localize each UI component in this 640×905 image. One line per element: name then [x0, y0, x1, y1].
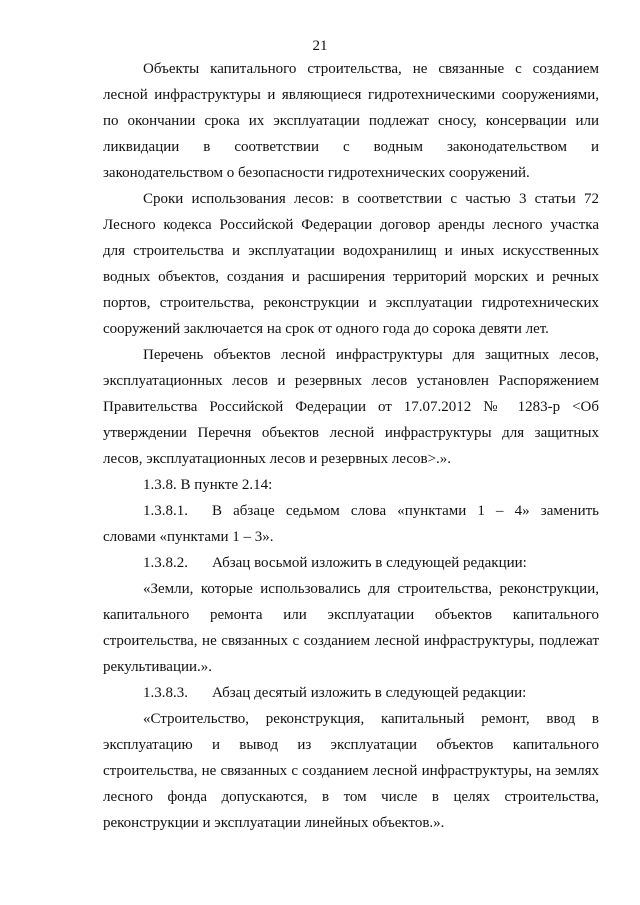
- text-line: законодательством о безопасности гидротехнических сооружений.: [103, 165, 530, 181]
- text-line: водных объектов, создания и расширения территорий морских и речных: [103, 269, 599, 285]
- item-text: В абзаце седьмом слова «пунктами 1 – 4» заменить: [212, 503, 599, 519]
- item-text: Абзац десятый изложить в следующей редакции:: [212, 685, 527, 701]
- numbered-item: [143, 554, 599, 572]
- text-line: реконструкции и эксплуатации линейных объектов.».: [103, 815, 445, 831]
- text-line: для строительства и эксплуатации водохранилищ и иных искусственных: [103, 243, 599, 259]
- text-line: строительства, не связанных с созданием лесной инфраструктуры, на землях: [103, 763, 599, 779]
- text-line: Правительства Российской Федерации от 17.07.2012 № 1283-р <Об: [103, 399, 599, 415]
- text-line: словами «пунктами 1 – 3».: [103, 529, 274, 545]
- text-line: ликвидации в соответствии с водным законодательством и: [103, 139, 599, 155]
- text-line: Сроки использования лесов: в соответствии с частью 3 статьи 72: [143, 191, 599, 207]
- text-line: капитального ремонта или эксплуатации объектов капитального: [103, 607, 599, 623]
- text-line: Перечень объектов лесной инфраструктуры для защитных лесов,: [143, 347, 599, 363]
- text-line: лесов, эксплуатационных лесов и резервных лесов>.».: [103, 451, 452, 467]
- text-line: сооружений заключается на срок от одного года до сорока девяти лет.: [103, 321, 549, 337]
- page-number: 21: [312, 38, 328, 54]
- item-number: 1.3.8.1.: [143, 503, 188, 519]
- text-line: лесной инфраструктуры и являющиеся гидротехническими сооружениями,: [103, 87, 599, 103]
- text-line: утверждении Перечня объектов лесной инфраструктуры для защитных: [103, 425, 599, 441]
- numbered-item: [143, 502, 599, 520]
- item-number: 1.3.8.2.: [143, 555, 188, 571]
- text-line: эксплуатацию и вывод из эксплуатации объектов капитального: [103, 737, 599, 753]
- text-line: «Строительство, реконструкция, капитальный ремонт, ввод в: [143, 711, 599, 727]
- text-line: лесного фонда допускаются, в том числе в целях строительства,: [103, 789, 599, 805]
- item-text: Абзац восьмой изложить в следующей редакции:: [212, 555, 527, 571]
- text-line: рекультивации.».: [103, 659, 213, 675]
- text-line: по окончании срока их эксплуатации подлежат сносу, консервации или: [103, 113, 599, 129]
- text-line: строительства, не связанных с созданием лесной инфраструктуры, подлежат: [103, 633, 599, 649]
- numbered-item: [143, 684, 599, 702]
- text-line: портов, строительства, реконструкции и эксплуатации гидротехнических: [103, 295, 599, 311]
- text-line: Лесного кодекса Российской Федерации договор аренды лесного участка: [103, 217, 599, 233]
- text-line: эксплуатационных лесов и резервных лесов установлен Распоряжением: [103, 373, 599, 389]
- text-line: Объекты капитального строительства, не связанные с созданием: [143, 61, 599, 77]
- section-heading: 1.3.8. В пункте 2.14:: [143, 477, 273, 493]
- item-number: 1.3.8.3.: [143, 685, 188, 701]
- text-line: «Земли, которые использовались для строительства, реконструкции,: [143, 581, 599, 597]
